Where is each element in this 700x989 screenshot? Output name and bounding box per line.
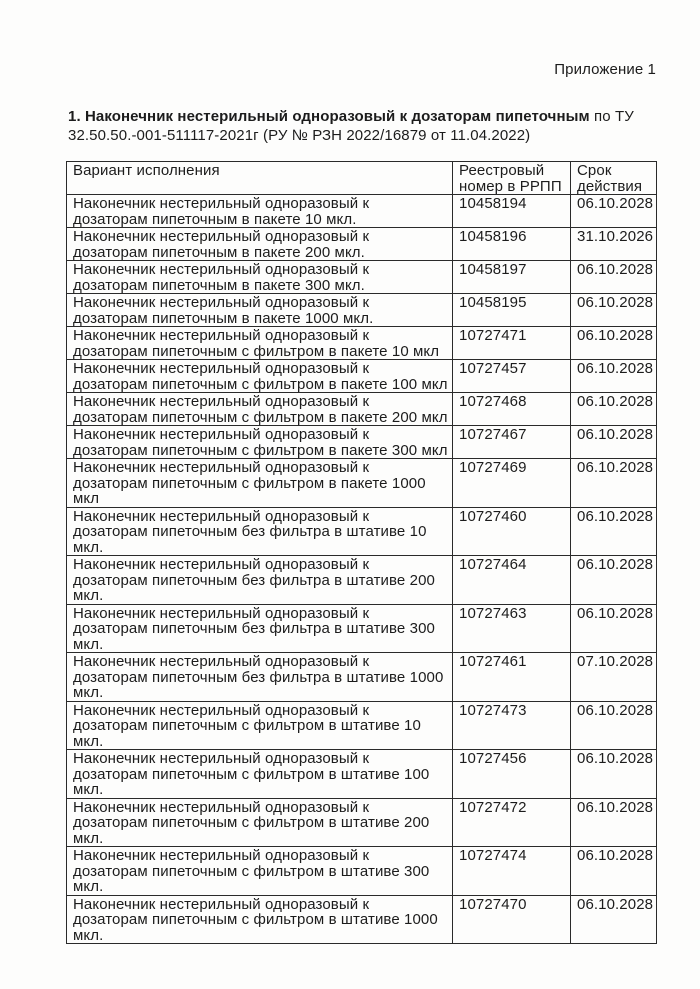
variant-cell: Наконечник нестерильный одноразовый к дозаторам пипеточным в пакете 10 мкл.: [67, 195, 453, 228]
registry-number-cell: 10727456: [453, 750, 571, 799]
table-row: [67, 750, 657, 799]
registry-number-cell: 10727473: [453, 701, 571, 750]
variant-cell: Наконечник нестерильный одноразовый к дозаторам пипеточным без фильтра в штативе 200 мкл.: [67, 556, 453, 605]
validity-cell: 06.10.2028: [571, 459, 657, 508]
header-validity: Срок действия: [571, 162, 657, 195]
table-row: [67, 653, 657, 702]
validity-cell: 06.10.2028: [571, 195, 657, 228]
table-row: [67, 426, 657, 459]
table-row: [67, 604, 657, 653]
registry-number-cell: 10727457: [453, 360, 571, 393]
registry-number-cell: 10458197: [453, 261, 571, 294]
header-registry-number: Реестровый номер в РРПП: [453, 162, 571, 195]
validity-cell: 06.10.2028: [571, 895, 657, 944]
validity-cell: 06.10.2028: [571, 701, 657, 750]
variant-cell: Наконечник нестерильный одноразовый к дозаторам пипеточным без фильтра в штативе 1000 мкл.: [67, 653, 453, 702]
table-row: [67, 798, 657, 847]
variant-cell: Наконечник нестерильный одноразовый к дозаторам пипеточным в пакете 200 мкл.: [67, 228, 453, 261]
variant-cell: Наконечник нестерильный одноразовый к дозаторам пипеточным с фильтром в пакете 10 мкл: [67, 327, 453, 360]
registry-number-cell: 10727461: [453, 653, 571, 702]
table-body: [67, 195, 657, 944]
table-row: [67, 294, 657, 327]
registry-number-cell: 10727471: [453, 327, 571, 360]
validity-cell: 06.10.2028: [571, 426, 657, 459]
variant-cell: Наконечник нестерильный одноразовый к дозаторам пипеточным без фильтра в штативе 300 мкл.: [67, 604, 453, 653]
table-row: [67, 195, 657, 228]
variant-cell: Наконечник нестерильный одноразовый к дозаторам пипеточным с фильтром в штативе 10 мкл.: [67, 701, 453, 750]
variant-cell: Наконечник нестерильный одноразовый к дозаторам пипеточным с фильтром в пакете 200 мкл: [67, 393, 453, 426]
validity-cell: 06.10.2028: [571, 393, 657, 426]
registry-number-cell: 10727464: [453, 556, 571, 605]
validity-cell: 06.10.2028: [571, 261, 657, 294]
appendix-label: Приложение 1: [554, 61, 656, 78]
validity-cell: 06.10.2028: [571, 750, 657, 799]
variants-table: [66, 161, 657, 944]
registry-number-cell: 10727469: [453, 459, 571, 508]
header-variant: Вариант исполнения: [67, 162, 453, 195]
registry-number-cell: 10458194: [453, 195, 571, 228]
table-row: [67, 701, 657, 750]
validity-cell: 06.10.2028: [571, 556, 657, 605]
table-row: [67, 393, 657, 426]
section-title: [68, 107, 668, 145]
variant-cell: Наконечник нестерильный одноразовый к дозаторам пипеточным в пакете 300 мкл.: [67, 261, 453, 294]
variant-cell: Наконечник нестерильный одноразовый к дозаторам пипеточным с фильтром в штативе 300 мкл.: [67, 847, 453, 896]
registry-number-cell: 10727463: [453, 604, 571, 653]
registry-number-cell: 10727467: [453, 426, 571, 459]
variant-cell: Наконечник нестерильный одноразовый к дозаторам пипеточным с фильтром в пакете 300 мкл: [67, 426, 453, 459]
variant-cell: Наконечник нестерильный одноразовый к дозаторам пипеточным с фильтром в штативе 200 мкл.: [67, 798, 453, 847]
table-row: [67, 327, 657, 360]
registry-number-cell: 10458196: [453, 228, 571, 261]
table-row: [67, 360, 657, 393]
validity-cell: 06.10.2028: [571, 327, 657, 360]
table-row: [67, 261, 657, 294]
validity-cell: 06.10.2028: [571, 294, 657, 327]
registry-number-cell: 10727468: [453, 393, 571, 426]
validity-cell: 06.10.2028: [571, 847, 657, 896]
registry-number-cell: 10727472: [453, 798, 571, 847]
variant-cell: Наконечник нестерильный одноразовый к дозаторам пипеточным с фильтром в штативе 100 мкл.: [67, 750, 453, 799]
variant-cell: Наконечник нестерильный одноразовый к дозаторам пипеточным в пакете 1000 мкл.: [67, 294, 453, 327]
variant-cell: Наконечник нестерильный одноразовый к дозаторам пипеточным с фильтром в пакете 1000 мкл: [67, 459, 453, 508]
variant-cell: Наконечник нестерильный одноразовый к дозаторам пипеточным с фильтром в штативе 1000 мкл.: [67, 895, 453, 944]
validity-cell: 06.10.2028: [571, 507, 657, 556]
validity-cell: 06.10.2028: [571, 604, 657, 653]
registry-number-cell: 10458195: [453, 294, 571, 327]
registry-number-cell: 10727470: [453, 895, 571, 944]
registry-number-cell: 10727474: [453, 847, 571, 896]
table-row: [67, 895, 657, 944]
section-title-rest: по ТУ 32.50.50.-001-511117-2021г (РУ № РЗН 2022/16879 от 11.04.2022): [68, 108, 634, 144]
validity-cell: 07.10.2028: [571, 653, 657, 702]
registry-number-cell: 10727460: [453, 507, 571, 556]
section-title-bold: 1. Наконечник нестерильный одноразовый к дозаторам пипеточным: [68, 108, 590, 125]
table-row: [67, 847, 657, 896]
table-row: [67, 556, 657, 605]
table-row: [67, 507, 657, 556]
variant-cell: Наконечник нестерильный одноразовый к дозаторам пипеточным с фильтром в пакете 100 мкл: [67, 360, 453, 393]
validity-cell: 06.10.2028: [571, 798, 657, 847]
variant-cell: Наконечник нестерильный одноразовый к дозаторам пипеточным без фильтра в штативе 10 мкл.: [67, 507, 453, 556]
table-row: [67, 228, 657, 261]
header-row: [67, 162, 657, 195]
validity-cell: 06.10.2028: [571, 360, 657, 393]
validity-cell: 31.10.2026: [571, 228, 657, 261]
table-row: [67, 459, 657, 508]
